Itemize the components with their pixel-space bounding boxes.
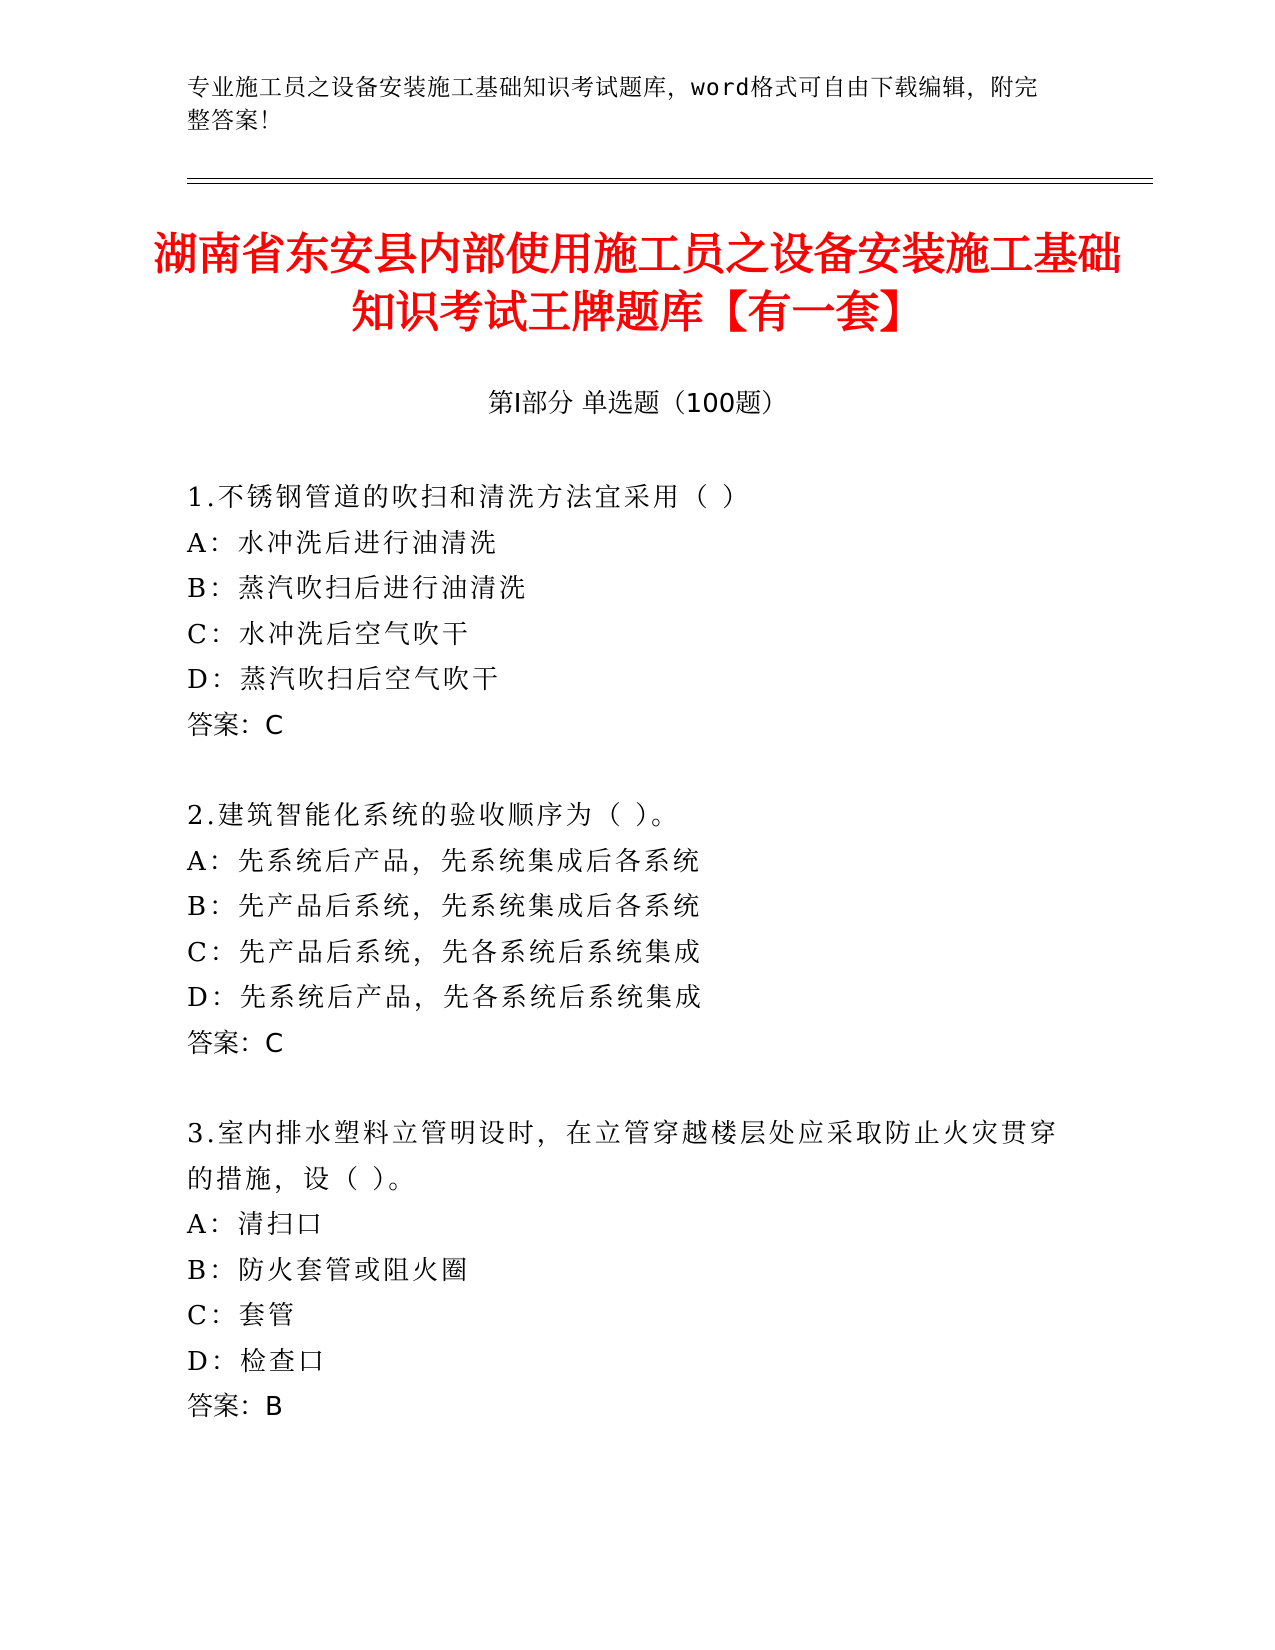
question-stem: 1.不锈钢管道的吹扫和清洗方法宜采用（ ） (187, 483, 752, 513)
question-list (187, 476, 1067, 1476)
question-stem: 2.建筑智能化系统的验收顺序为（ ）。 (187, 801, 681, 831)
option-b: B：先产品后系统，先系统集成后各系统 (187, 892, 703, 922)
question-3 (187, 1112, 1067, 1431)
option-d: D：蒸汽吹扫后空气吹干 (187, 665, 501, 695)
option-b: B：蒸汽吹扫后进行油清洗 (187, 574, 529, 604)
option-b: B：防火套管或阻火圈 (187, 1255, 471, 1286)
option-a: A：先系统后产品，先系统集成后各系统 (187, 846, 702, 877)
document-title: 湖南省东安县内部使用施工员之设备安装施工基础知识考试王牌题库【有一套】 (153, 229, 1122, 338)
section-heading: 第Ⅰ部分 单选题（100题） (487, 389, 788, 419)
option-c: C：套管 (187, 1301, 297, 1331)
option-d: D：检查口 (187, 1346, 327, 1377)
option-a: A：水冲洗后进行油清洗 (187, 528, 499, 559)
answer: 答案：B (187, 1392, 283, 1422)
question-stem: 3.室内排水塑料立管明设时，在立管穿越楼层处应采取防止火灾贯穿的措施，设（ ）。 (187, 1119, 1059, 1195)
header-divider-top (187, 178, 1153, 179)
header-divider-bottom (187, 183, 1153, 184)
header-note: 专业施工员之设备安装施工基础知识考试题库，word格式可自由下载编辑，附完整答案！ (187, 75, 1039, 134)
option-d: D：先系统后产品，先各系统后系统集成 (187, 983, 704, 1013)
option-c: C：水冲洗后空气吹干 (187, 619, 471, 650)
option-c: C：先产品后系统，先各系统后系统集成 (187, 937, 703, 968)
question-2 (187, 794, 1067, 1067)
answer: 答案：C (187, 710, 284, 741)
option-a: A：清扫口 (187, 1210, 325, 1240)
answer: 答案：C (187, 1028, 284, 1059)
question-1 (187, 476, 1067, 749)
